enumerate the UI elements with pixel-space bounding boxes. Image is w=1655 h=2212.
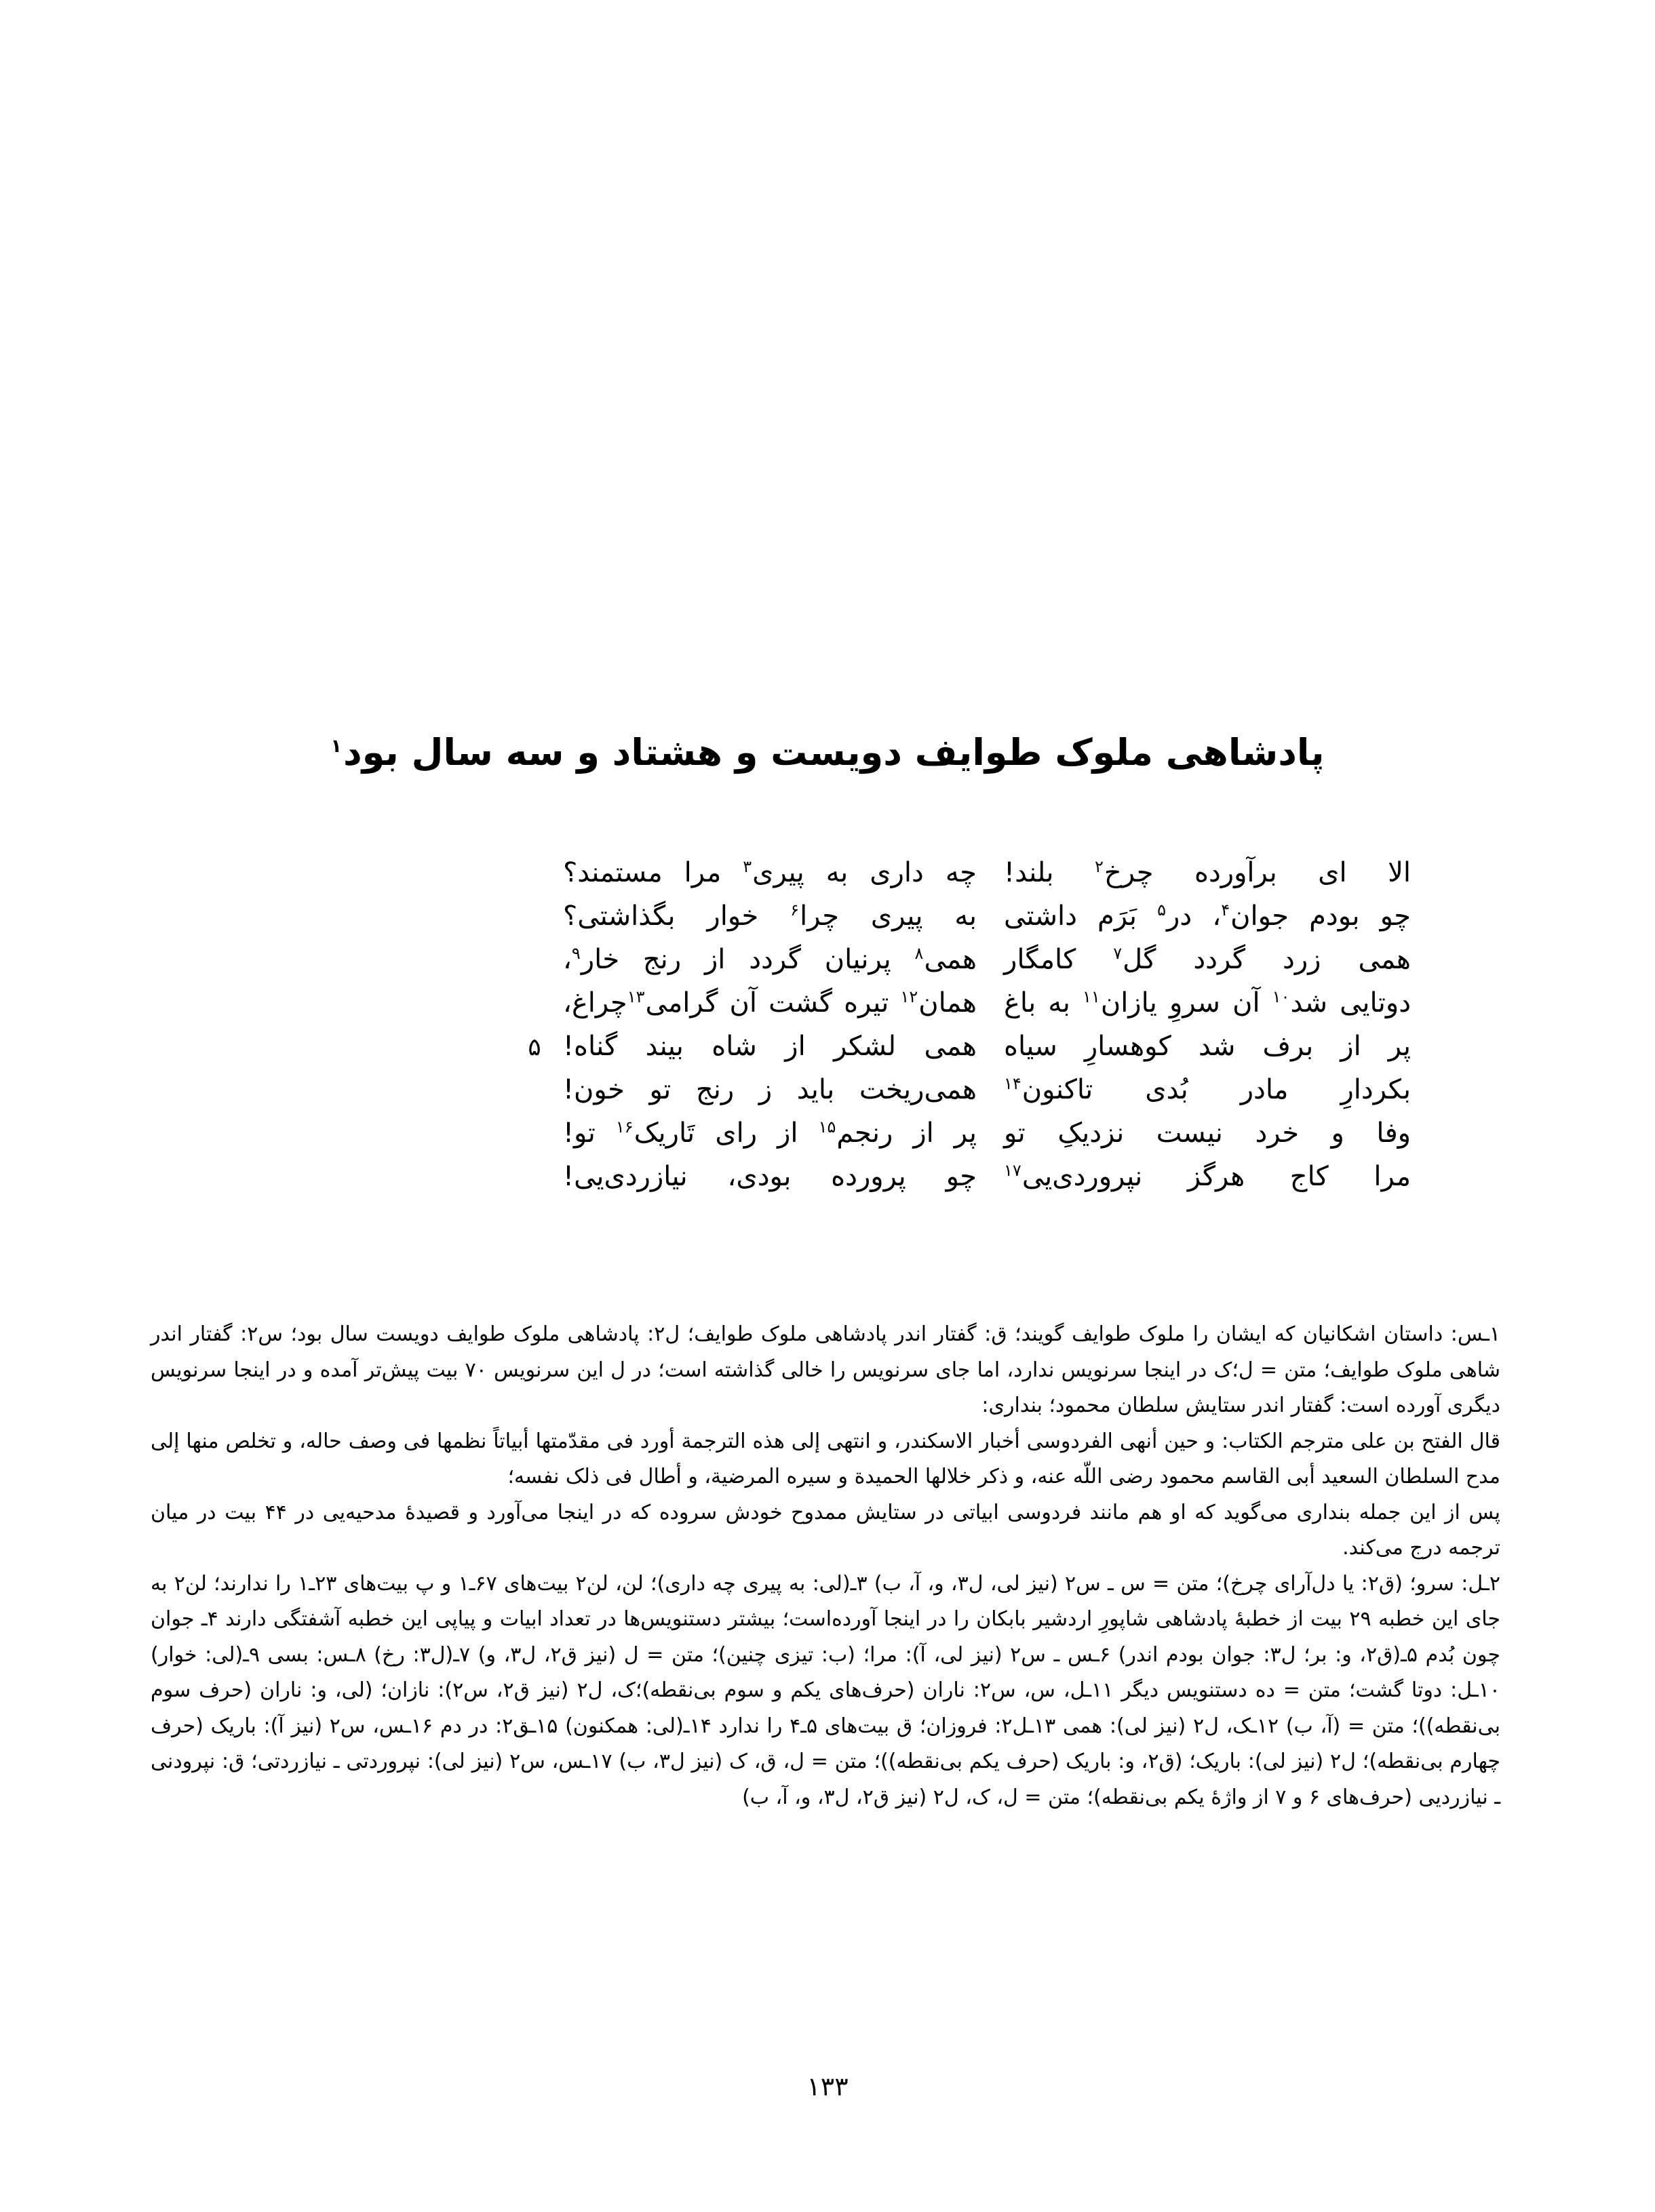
footnote-marker: ۱۷: [1004, 1160, 1021, 1180]
hemistich-first: [977, 1025, 1411, 1068]
poem-word: چو: [1380, 901, 1411, 932]
poem-word: گناه!: [563, 1031, 618, 1062]
poem-word: مرا: [1374, 1161, 1411, 1192]
hemistich-second: [556, 1155, 977, 1198]
poem-word: گردد: [1193, 944, 1246, 975]
hemistich-first: [977, 938, 1411, 981]
footnote-marker: ۱۴: [1004, 1073, 1021, 1093]
hemistich-first: [977, 894, 1411, 938]
poem-word: یازان$^{۱۱}$: [1083, 987, 1157, 1019]
poem-word: از: [704, 944, 726, 975]
poem-word: باید: [796, 1074, 835, 1105]
poem-word: رای: [715, 1118, 758, 1149]
poem-line: [244, 1155, 1411, 1198]
footnote-paragraph-3: پس از این جمله بنداری می‌گوید که او هم مانند فردوسی ابیاتی در ستایش ممدوح خودش سروده که در اینجا می‌آورد و قصیدهٔ مدحیه‌یی در ۴۴ بیت در میان ترجمه درج می‌کند.: [151, 1500, 1501, 1560]
poem-word: همی$^۸$: [914, 943, 977, 975]
poem-word: تو!: [563, 1118, 596, 1149]
poem-word: به: [954, 901, 977, 932]
poem-word: بودم: [1309, 901, 1360, 932]
poem-word: بُدی: [1145, 1074, 1188, 1105]
poem-word: تو: [1004, 1118, 1026, 1149]
footnote-marker: ۵: [1157, 900, 1167, 920]
poem-word: چه: [945, 857, 977, 888]
poem-word: لشکر: [834, 1031, 897, 1062]
poem-word: پیری$^۳$: [743, 856, 804, 888]
footnote-marker: ۱۵: [818, 1117, 836, 1137]
hemistich-second: [556, 981, 977, 1025]
verse-number: ۵: [528, 1033, 541, 1061]
poem-word: چو: [946, 1161, 977, 1192]
poem-word: بیند: [645, 1031, 684, 1062]
poem-line: [244, 894, 1411, 938]
poem-word: به: [1048, 987, 1070, 1019]
poem-line: [244, 938, 1411, 981]
poem-word: همان$^{۱۲}$: [900, 987, 977, 1019]
poem-word: از: [913, 1118, 934, 1149]
poem-word: دوتایی: [1340, 987, 1411, 1019]
poem-word: نزدیکِ: [1057, 1118, 1125, 1149]
hemistich-first: [977, 851, 1411, 894]
footnote-variant-notes: ۲ـل: سرو؛ (ق۲: یا دل‌آرای چرخ)؛ متن = س ـ س۲ (نیز لی، ل۳، و، آ، ب) ۳ـ(لی: به پیری چه داری)؛ لن، لن۲ بیت‌های ۶۷ـ۱ و پ بیت‌های ۲۳ـ۱ را ندارند؛ لن۲ به جای این خطبه ۲۹ بیت از خطبهٔ پادشاهی شاپورِ اردشیر بابکان را در اینجا آورده‌است؛ بیشتر دستنویس‌ها در تعداد ابیات و پیاپی این خطبه آشفتگی دارند ۴ـ جوان چون بُدم ۵ـ(ق۲، و: بر؛ ل۳: جوان بودم اندر) ۶ـس ـ س۲ (نیز لی، آ): مرا؛ (ب: تیزی چنین)؛ متن = ل (نیز ق۲، ل۳، و) ۷ـ(ل۳: رخ) ۸ـس: بسی ۹ـ(لی: خوار) ۱۰ـل: دوتا گشت؛ متن = ده دستنویس دیگر ۱۱ـل، س، س۲: ناران (حرف‌های یکم و سوم بی‌نقطه)؛ک، ل۲ (نیز ق۲، س۲): نازان؛ (لی، و: ناران (حرف سوم بی‌نقطه))؛ متن = (آ، ب) ۱۲ـک، ل۲ (نیز لی): همی ۱۳ـل۲: فروزان؛ ق بیت‌های ۵ـ۴ را ندارد ۱۴ـ(لی: همکنون) ۱۵ـق۲: در دم ۱۶ـس، س۲ (نیز آ): باریک (حرف چهارم بی‌نقطه)؛ ل۲ (نیز لی): باریک؛ (ق۲، و: باریک (حرف یکم بی‌نقطه))؛ متن = ل، ق، ک (نیز ل۳، ب) ۱۷ـس، س۲ (نیز لی): نپروردتی ـ نیازردتی؛ ق: نپرودنی ـ نیازردیی (حرف‌های ۶ و ۷ از واژهٔ یکم بی‌نقطه)؛ متن = ل، ک، ل۲ (نیز ق۲، ل۳، و، آ، ب): [151, 1571, 1500, 1809]
poem-word: تَاریک$^{۱۶}$: [615, 1117, 695, 1149]
poem-word: گل$^۷$: [1113, 943, 1156, 975]
poem-word: خار$^۹$،: [563, 943, 620, 975]
poem-word: بلند!: [1004, 857, 1054, 888]
poem-word: شد: [1198, 1031, 1236, 1062]
hemistich-first: [977, 1111, 1411, 1155]
poem-word: ز: [758, 1074, 773, 1105]
poem-word: بگذاشتی؟: [563, 901, 676, 932]
poem-word: همی: [1358, 944, 1411, 975]
poem-line: [244, 1111, 1411, 1155]
poem-word: ای: [1318, 857, 1347, 888]
footnote-marker: ۹: [571, 943, 581, 963]
poem-word: جوان$^۴$،: [1212, 900, 1289, 932]
poem-line: [244, 981, 1411, 1025]
hemistich-first: [977, 1155, 1411, 1198]
hemistich-second: [556, 1111, 977, 1155]
footnote-marker: ۱۲: [900, 987, 918, 1006]
poem-word: داری: [870, 857, 924, 888]
poem-word: همی‌ریخت: [859, 1074, 977, 1105]
poem-word: نپروردی‌یی$^{۱۷}$: [1004, 1160, 1143, 1192]
poem-word: از: [777, 1118, 798, 1149]
chapter-title: [0, 730, 1655, 776]
hemistich-first: [977, 981, 1411, 1025]
poem-word: به: [825, 857, 849, 888]
poem-word: چرا$^۶$: [790, 900, 839, 932]
poem-word: بَرَم: [1097, 901, 1137, 932]
hemistich-second: [556, 1025, 977, 1068]
poem-word: رنجم$^{۱۵}$: [818, 1117, 893, 1149]
poem-word: داشتی: [1004, 901, 1077, 932]
hemistich-second: [556, 851, 977, 894]
poem-word: گرامی$^{۱۳}$چراغ،: [563, 987, 718, 1019]
poem-word: رنج: [642, 944, 682, 975]
poem-word: نیست: [1156, 1118, 1223, 1149]
footnote-marker: ۶: [790, 900, 800, 920]
poem-word: شد$^{۱۰}$: [1272, 987, 1327, 1019]
footnote-marker: ۸: [914, 943, 924, 963]
hemistich-second: [556, 938, 977, 981]
poem-word: شاه: [712, 1031, 757, 1062]
poem-word: همی: [924, 1031, 977, 1062]
footnote-marker: ۷: [1113, 943, 1123, 963]
poem-word: تو: [649, 1074, 671, 1105]
footnote-marker: ۱۳: [627, 987, 645, 1006]
poem-word: رنج: [695, 1074, 735, 1105]
footnote-marker: ۱۱: [1083, 987, 1100, 1006]
poem-word: چرخ$^۲$: [1095, 856, 1154, 888]
poem-word: پر: [1388, 1031, 1411, 1062]
footnote-paragraph-1: ۱ـس: داستان اشکانیان که ایشان را ملوک طوایف گویند؛ ق: گفتار اندر پادشاهی ملوک طوایف؛ ل۲: پادشاهی ملوک طوایف دویست سال بود؛ س۲: گفتار اندر شاهی ملوک طوایف؛ متن = ل؛ک در اینجا سرنویس ندارد، اما جای سرنویس را خالی گذاشته است؛ در ل این سرنویس ۷۰ بیت پیش‌تر آمده و در اینجا سرنویس دیگری آورده است: گفتار اندر ستایش سلطان محمود؛ بنداری:: [151, 1322, 1500, 1417]
poem-line: [244, 851, 1411, 894]
poem-block: [244, 851, 1411, 1198]
poem-word: از: [785, 1031, 806, 1062]
poem-word: تیره: [844, 987, 889, 1019]
poem-word: آن: [1232, 987, 1260, 1019]
poem-word: مادر: [1240, 1074, 1289, 1105]
hemistich-second: [556, 894, 977, 938]
poem-word: کامگار: [1004, 944, 1076, 975]
poem-word: پرورده: [831, 1161, 906, 1192]
hemistich-first: [977, 1068, 1411, 1111]
hemistich-second: [556, 1068, 977, 1111]
poem-word: هرگز: [1187, 1161, 1245, 1192]
poem-word: پرنیان: [824, 944, 891, 975]
poem-word: گشت: [768, 987, 833, 1019]
poem-word: پیری: [870, 901, 923, 932]
chapter-title-text: پادشاهی ملوک طوایف دویست و هشتاد و سه سال بود: [343, 731, 1325, 774]
chapter-title-footnote-marker: ۱: [330, 736, 342, 757]
poem-word: کوهسارِ: [1084, 1031, 1171, 1062]
poem-word: کاج: [1289, 1161, 1329, 1192]
poem-word: زرد: [1283, 944, 1321, 975]
poem-line: [244, 1025, 1411, 1068]
footnote-marker: ۲: [1095, 856, 1104, 876]
poem-word: وفا: [1376, 1118, 1411, 1149]
poem-word: بکردارِ: [1340, 1074, 1411, 1105]
poem-word: سیاه: [1004, 1031, 1057, 1062]
poem-word: برف: [1262, 1031, 1314, 1062]
poem-word: برآورده: [1194, 857, 1277, 888]
poem-word: آن: [729, 987, 758, 1019]
footnote-marker: ۳: [743, 856, 752, 876]
footnote-marker: ۴: [1221, 900, 1230, 920]
poem-word: باغ: [1004, 987, 1036, 1019]
page-number: ۱۳۳: [806, 2072, 849, 2101]
poem-word: نیازردی‌یی!: [563, 1161, 688, 1192]
footnote-marker: ۱۰: [1272, 987, 1290, 1006]
poem-word: از: [1340, 1031, 1361, 1062]
poem-line: [244, 1068, 1411, 1111]
footnote-marker: ۱۶: [615, 1117, 634, 1137]
footnotes-block: [151, 1317, 1500, 1815]
poem-word: خرد: [1255, 1118, 1300, 1149]
poem-word: و: [1331, 1118, 1344, 1149]
footnote-arabic-quote: قال الفتح بن علی مترجم الکتاب: و حین أنهی الفردوسی أخبار الاسکندر، و انتهی إلی هذه الترجمة أورد فی مقدّمتها أبیاتاً نظمها فی وصف حاله، و تخلص منها إلی مدح السلطان السعید أبی القاسم محمود رضی اللّه عنه، و ذکر خلالها الحمیدة و سیره المرضیة، و أطال فی ذلک نفسه؛: [151, 1429, 1500, 1488]
poem-word: در$^۵$: [1157, 900, 1192, 932]
poem-word: خوار: [707, 901, 759, 932]
poem-word: الا: [1388, 857, 1411, 888]
poem-word: پر: [954, 1118, 977, 1149]
poem-word: بودی،: [727, 1161, 792, 1192]
poem-word: گردد: [749, 944, 801, 975]
poem-word: خون!: [563, 1074, 625, 1105]
poem-word: سروِ: [1169, 987, 1220, 1019]
poem-word: مستمند؟: [563, 857, 663, 888]
poem-word: مرا: [684, 857, 722, 888]
poem-word: تاکنون$^{۱۴}$: [1004, 1073, 1093, 1105]
